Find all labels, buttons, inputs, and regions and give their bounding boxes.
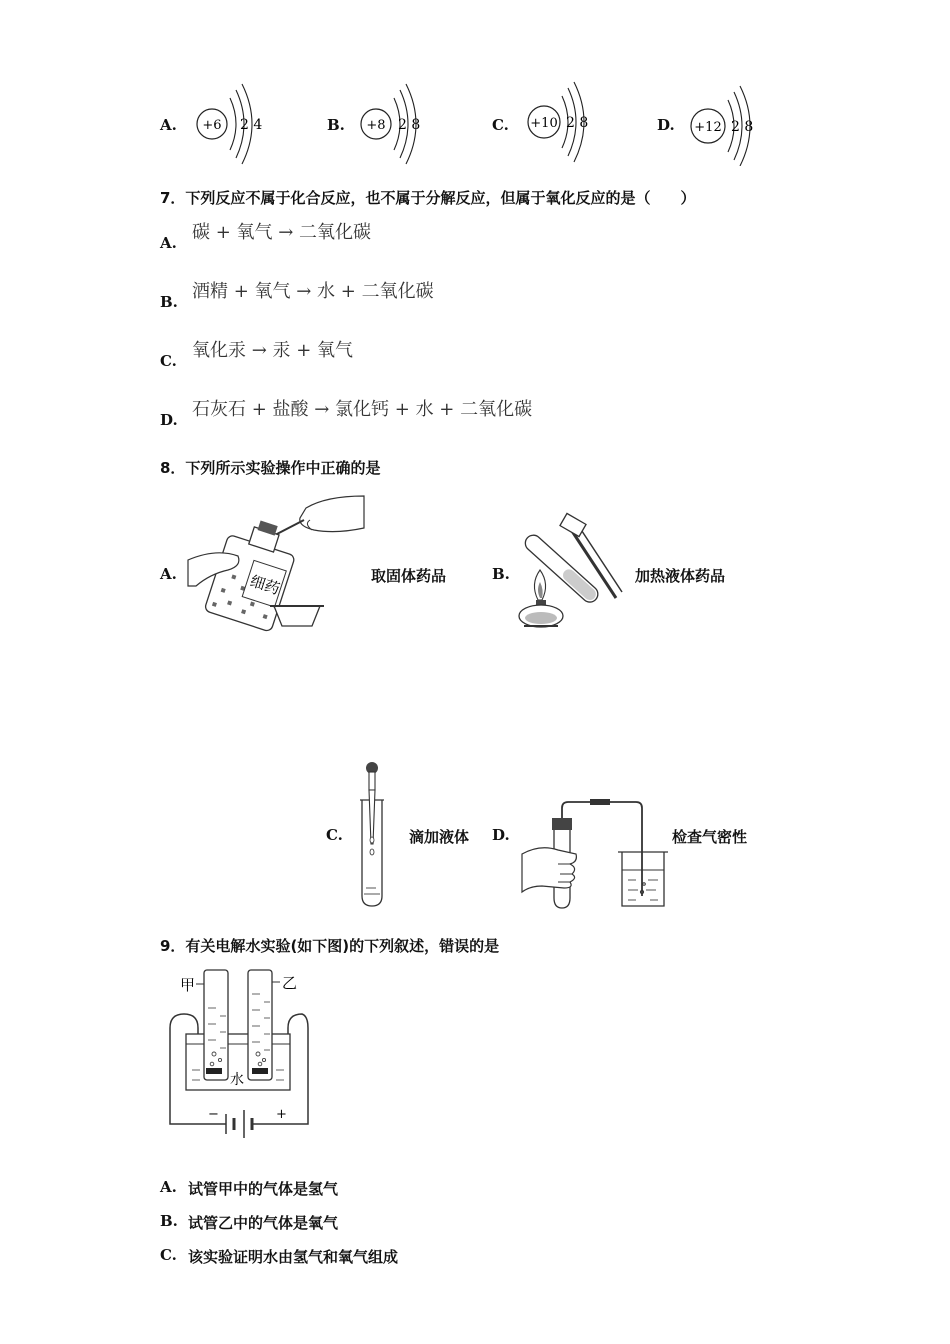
q8-option-b-heating-liquid-illustration	[512, 508, 632, 634]
q7-stem: 7．下列反应不属于化合反应，也不属于分解反应，但属于氧化反应的是（ ）	[160, 189, 696, 207]
q7-option-c-equation: 氧化汞 → 汞 + 氧气	[192, 340, 354, 361]
q8-option-b-label: B.	[492, 565, 510, 583]
q6-option-c-atom-diagram	[524, 80, 604, 164]
q6-option-a-atom-diagram	[192, 82, 272, 166]
q8-option-d-caption: 检查气密性	[672, 828, 748, 846]
q6-b-nucleus: +8	[366, 118, 386, 133]
positive-sign: +	[276, 1107, 287, 1122]
q9-option-a-label: A.	[160, 1178, 177, 1196]
q8-option-d-label: D.	[492, 826, 510, 844]
q8-option-a-solid-reagent-illustration	[186, 490, 368, 640]
q8-option-d-airtightness-illustration	[518, 794, 668, 912]
q9-option-c-label: C.	[160, 1246, 177, 1264]
q7-option-c-label: C.	[160, 352, 177, 370]
q7-option-d-label: D.	[160, 411, 178, 429]
q6-option-a-label: A.	[160, 116, 177, 134]
q7-option-a-equation: 碳 + 氧气 → 二氧化碳	[192, 222, 372, 243]
q8-option-b-caption: 加热液体药品	[635, 567, 726, 585]
q6-c-nucleus: +10	[530, 116, 558, 131]
q8-option-a-caption: 取固体药品	[371, 567, 447, 585]
q6-option-b-label: B.	[327, 116, 345, 134]
q7-option-d-equation: 石灰石 + 盐酸 → 氯化钙 + 水 + 二氧化碳	[192, 399, 533, 420]
q6-b-shells: 2 8	[398, 117, 421, 133]
q7-option-b-equation: 酒精 + 氧气 → 水 + 二氧化碳	[192, 281, 434, 302]
q8-option-c-dropper-illustration	[354, 760, 390, 910]
q6-option-d-atom-diagram	[688, 82, 772, 166]
q9-option-a-text: 试管甲中的气体是氢气	[188, 1180, 339, 1198]
q9-stem: 9．有关电解水实验(如下图)的下列叙述，错误的是	[160, 937, 500, 955]
tube-label-jia: 甲	[180, 976, 196, 994]
q9-option-b-text: 试管乙中的气体是氧气	[188, 1214, 339, 1232]
q9-option-c-text: 该实验证明水由氢气和氧气组成	[188, 1248, 399, 1266]
q9-electrolysis-figure	[164, 964, 314, 1150]
q6-c-shells: 2 8	[566, 115, 589, 131]
q6-option-d-label: D.	[657, 116, 675, 134]
q6-a-shells: 2 4	[240, 117, 263, 133]
water-label: 水	[230, 1072, 244, 1088]
q9-option-b-label: B.	[160, 1212, 178, 1230]
bottle-label-text: 细药	[247, 571, 282, 599]
q6-option-c-label: C.	[492, 116, 509, 134]
q6-d-nucleus: +12	[694, 120, 722, 135]
tube-label-yi: 乙	[282, 974, 298, 992]
q6-a-nucleus: +6	[202, 118, 222, 133]
q8-option-c-caption: 滴加液体	[409, 828, 470, 846]
q8-option-a-label: A.	[160, 565, 177, 583]
q7-option-a-label: A.	[160, 234, 177, 252]
q8-option-c-label: C.	[326, 826, 343, 844]
q8-stem: 8．下列所示实验操作中正确的是	[160, 459, 381, 477]
negative-sign: −	[208, 1107, 219, 1122]
q6-option-b-atom-diagram	[356, 82, 436, 166]
q7-option-b-label: B.	[160, 293, 178, 311]
q6-d-shells: 2 8	[731, 119, 754, 135]
